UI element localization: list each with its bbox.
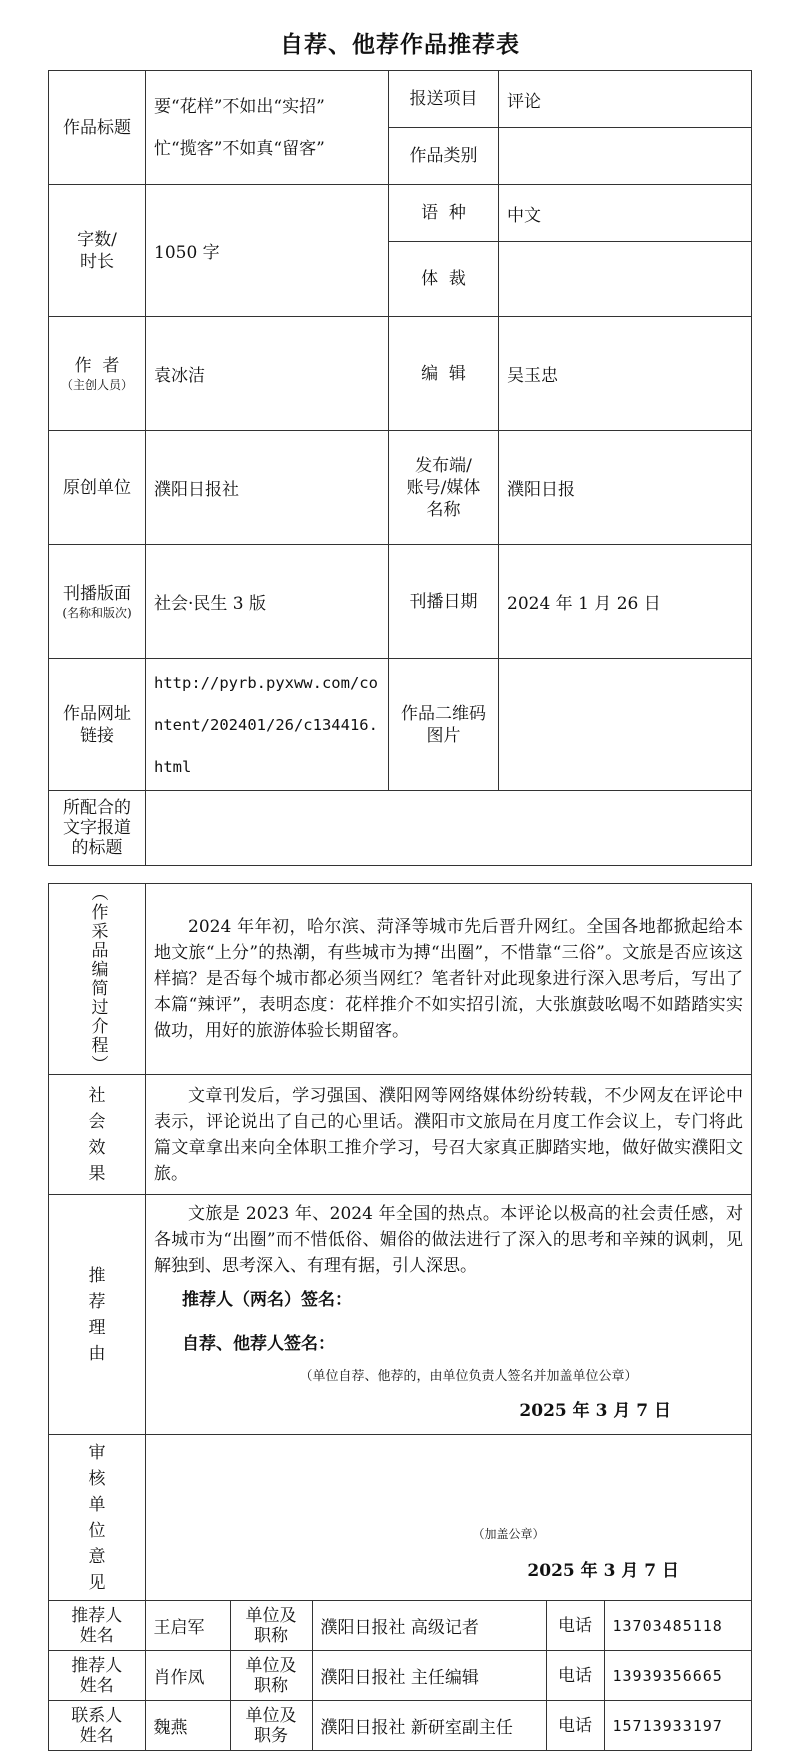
reason-text: 文旅是 2023 年、2024 年全国的热点。本评论以极高的社会责任感，对各城市为“出圈”而不惜低俗、媚俗的做法进行了深入的思考和辛辣的讽刺，见解独到、思考深入、有理有据，引人深思。: [154, 1204, 743, 1276]
contact-2-name: 肖作凤: [145, 1651, 230, 1700]
related-label-line-2: 文字报道: [63, 818, 131, 838]
work-title-value: [146, 71, 389, 185]
related-value: [146, 791, 752, 866]
language-label: 语 种: [389, 185, 499, 242]
url-label-line-2: 链接: [80, 725, 114, 746]
review-stamp: （加盖公章）: [472, 1527, 545, 1541]
contact-2-phone-label: 电话: [546, 1651, 604, 1700]
author-label-sub: （主创人员）: [60, 377, 133, 392]
length-label: [49, 185, 146, 317]
editor-value: 吴玉忠: [499, 317, 752, 431]
author-label: [49, 317, 146, 431]
origin-value: 濮阳日报社: [146, 431, 389, 545]
details-table: [48, 883, 752, 1751]
contact-1-name: 王启军: [145, 1601, 230, 1650]
reason-label-text: 推荐理由: [88, 1265, 106, 1364]
url-label-line-1: 作品网址: [63, 703, 131, 724]
qr-label: [389, 659, 499, 791]
genre-label: 体 裁: [389, 242, 499, 317]
reason-label: [49, 1195, 146, 1435]
intro-label: [49, 884, 146, 1075]
origin-label: 原创单位: [49, 431, 146, 545]
editor-label: 编 辑: [389, 317, 499, 431]
author-label-text: 作 者: [74, 355, 120, 376]
contact-row-cell: [49, 1651, 752, 1701]
contact-3-unit: 濮阳日报社 新研室副主任: [312, 1701, 546, 1750]
work-title-line-2: 忙“揽客”不如真“留客”: [154, 138, 325, 159]
qr-label-line-2: 图片: [426, 725, 461, 746]
page-label-text: 刊播版面: [63, 583, 131, 604]
url-link[interactable]: http://pyrb.pyxww.com/content/202401/26/c134416.html: [146, 659, 389, 791]
contact-row: [49, 1701, 752, 1751]
page-title: 自荐、他荐作品推荐表: [280, 31, 520, 58]
contact-row-3-table: [49, 1701, 751, 1750]
contact-3-phone-label: 电话: [546, 1701, 604, 1750]
language-value: 中文: [499, 185, 752, 242]
page-label-sub: (名称和版次): [62, 605, 132, 620]
contact-2-unit-label: 单位及 职称: [230, 1651, 312, 1700]
contact-row-1-table: [49, 1601, 751, 1650]
reason-date: 2025 年 3 月 7 日: [519, 1401, 671, 1421]
review-date: 2025 年 3 月 7 日: [527, 1561, 679, 1581]
contact-3-unit-label: 单位及 职务: [230, 1701, 312, 1750]
contact-1-unit: 濮阳日报社 高级记者: [312, 1601, 546, 1650]
genre-value: [499, 242, 752, 317]
submit-item-value: 评论: [499, 71, 752, 128]
length-value: 1050 字: [146, 185, 389, 317]
work-info-table: [48, 70, 752, 866]
related-label-line-1: 所配合的: [63, 798, 131, 818]
date-label: 刊播日期: [389, 545, 499, 659]
contact-3-role: 联系人 姓名: [49, 1701, 145, 1750]
contact-3-name: 魏燕: [145, 1701, 230, 1750]
review-label-text: 审核单位意见: [88, 1442, 106, 1593]
review-label: [49, 1435, 146, 1601]
category-value: [499, 128, 752, 185]
contact-row: [49, 1601, 752, 1651]
publisher-label-line-1: 发布端/: [415, 455, 472, 476]
contact-2-role: 推荐人 姓名: [49, 1651, 145, 1700]
work-title-label: 作品标题: [49, 71, 146, 185]
publisher-label-line-3: 名称: [426, 499, 461, 520]
contact-row: [49, 1651, 752, 1701]
category-label: 作品类别: [389, 128, 499, 185]
url-label: [49, 659, 146, 791]
review-cell: [146, 1435, 752, 1601]
related-label: [49, 791, 146, 866]
qr-label-line-1: 作品二维码: [401, 703, 486, 724]
contact-1-unit-label: 单位及 职称: [230, 1601, 312, 1650]
page-label: [49, 545, 146, 659]
contact-2-unit: 濮阳日报社 主任编辑: [312, 1651, 546, 1700]
sign-note: （单位自荐、他荐的，由单位负责人签名并加盖单位公章）: [299, 1369, 638, 1384]
contact-2-phone: 13939356665: [604, 1651, 751, 1700]
page-value: 社会·民生 3 版: [146, 545, 389, 659]
intro-label-text: ︵作采品编简过介程︶: [87, 884, 108, 1074]
contact-3-phone: 15713933197: [604, 1701, 751, 1750]
self-sign: 自荐、他荐人签名：: [182, 1334, 335, 1354]
work-title-line-1: 要“花样”不如出“实招”: [154, 96, 325, 117]
effect-label: [49, 1075, 146, 1195]
qr-value: [499, 659, 752, 791]
publisher-value: 濮阳日报: [499, 431, 752, 545]
contact-row-cell: [49, 1701, 752, 1751]
author-value: 袁冰洁: [146, 317, 389, 431]
publisher-label: [389, 431, 499, 545]
date-value: 2024 年 1 月 26 日: [499, 545, 752, 659]
related-label-line-3: 的标题: [71, 838, 123, 858]
effect-text: 文章刊发后，学习强国、濮阳网等网络媒体纷纷转载，不少网友在评论中表示，评论说出了自己的心里话。濮阳市文旅局在月度工作会议上，专门将此篇文章拿出来向全体职工推介学习，号召大家真正脚踏实地，做好做实濮阳文旅。: [146, 1075, 752, 1195]
length-label-line-1: 字数/: [77, 229, 117, 250]
publisher-label-line-2: 账号/媒体: [406, 477, 481, 498]
contact-row-2-table: [49, 1651, 751, 1700]
intro-text: 2024 年年初，哈尔滨、菏泽等城市先后晋升网红。全国各地都掀起给本地文旅“上分”的热潮，有些城市为搏“出圈”，不惜靠“三俗”。文旅是否应该这样搞？是否每个城市都必须当网红？笔者针对此现象进行深入思考后，写出了本篇“辣评”，表明态度：花样推介不如实招引流，大张旗鼓吆喝不如踏踏实实做功，用好的旅游体验长期留客。: [146, 884, 752, 1075]
contact-1-phone-label: 电话: [546, 1601, 604, 1650]
recommender-sign: 推荐人（两名）签名：: [182, 1290, 352, 1310]
length-label-line-2: 时长: [80, 251, 114, 272]
effect-label-text: 社会效果: [88, 1085, 106, 1184]
reason-cell: [146, 1195, 752, 1435]
submit-item-label: 报送项目: [389, 71, 499, 128]
contact-1-role: 推荐人 姓名: [49, 1601, 145, 1650]
contact-1-phone: 13703485118: [604, 1601, 751, 1650]
contact-row-cell: [49, 1601, 752, 1651]
